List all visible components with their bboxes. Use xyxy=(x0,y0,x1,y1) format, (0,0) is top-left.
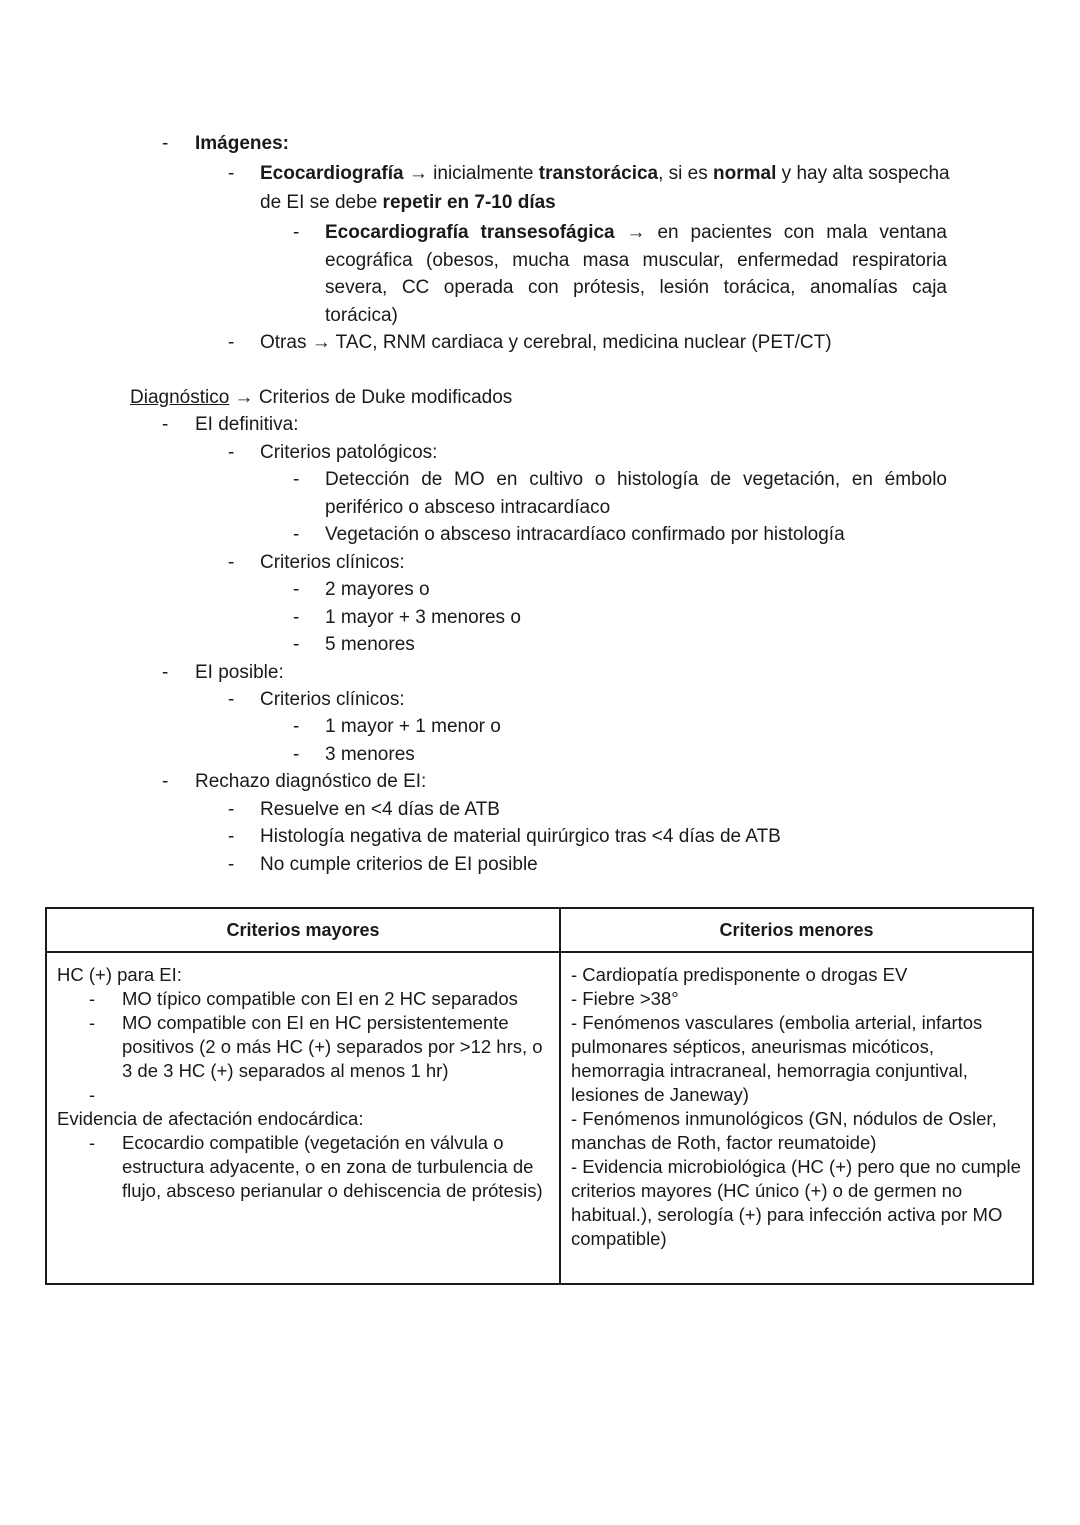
mayores-hc-item-2: - MO compatible con EI en HC persistentemente positivos (2 o más HC (+) separados por >12 hrs, o 3 de 3 HC (+) separados al menos 1 hr) xyxy=(89,1012,543,1081)
menores-item-4: - Fenómenos inmunológicos (GN, nódulos de Osler, manchas de Roth, factor reumatoide) xyxy=(571,1108,997,1153)
mayores-evidencia-heading: Evidencia de afectación endocárdica: xyxy=(57,1108,364,1129)
bullet-dash: - xyxy=(228,826,235,847)
mayores-ev-item-1: - Ecocardio compatible (vegetación en válvula o estructura adyacente, o en zona de turbulencia de flujo, absceso perianular o dehiscencia de prótesis) xyxy=(89,1132,543,1201)
bullet-dash: - xyxy=(228,442,235,463)
tee-paragraph: Ecocardiografía transesofágica → en pacientes con mala ventana ecográfica (obesos, mucha masa muscular, enfermedad respiratoria severa, CC operada con prótesis, lesión torácica, anomalías caja torácica) xyxy=(325,222,948,326)
diagnostico-heading: Diagnóstico → Criterios de Duke modificados xyxy=(130,387,513,408)
bullet-dash: - xyxy=(293,607,300,628)
rechazo-3: No cumple criterios de EI posible xyxy=(260,854,538,875)
bullet-dash: - xyxy=(293,579,300,600)
eco-line-1: Ecocardiografía → inicialmente transtorácica, si es normal y hay alta sospecha xyxy=(260,163,950,184)
def-clin-1: 2 mayores o xyxy=(325,579,430,600)
criterios-patologicos: Criterios patológicos: xyxy=(260,442,438,463)
def-clin-2: 1 mayor + 3 menores o xyxy=(325,607,521,628)
bullet-dash: - xyxy=(228,552,235,573)
bullet-dash: - xyxy=(162,771,169,792)
ei-posible: EI posible: xyxy=(195,662,284,683)
bullet-dash: - xyxy=(293,716,300,737)
rechazo-heading: Rechazo diagnóstico de EI: xyxy=(195,771,427,792)
header-menores: Criterios menores xyxy=(560,908,1033,952)
bullet-dash: - xyxy=(162,414,169,435)
bullet-dash: - xyxy=(162,662,169,683)
pat-item-1: Detección de MO en cultivo o histología de vegetación, en émbolo periférico o absceso intracardíaco xyxy=(325,469,947,518)
pat-item-2: Vegetación o absceso intracardíaco confirmado por histología xyxy=(325,524,845,545)
criteria-table xyxy=(45,907,1034,1285)
eco-line-2: de EI se debe repetir en 7-10 días xyxy=(260,192,556,213)
rechazo-1: Resuelve en <4 días de ATB xyxy=(260,799,500,820)
cell-menores xyxy=(560,952,1033,1284)
mayores-hc-heading: HC (+) para EI: xyxy=(57,964,182,985)
bullet-dash: - xyxy=(228,332,235,353)
menores-item-2: - Fiebre >38° xyxy=(571,988,679,1009)
bullet-dash: - xyxy=(228,854,235,875)
bullet-dash: - xyxy=(162,133,169,154)
cell-mayores xyxy=(46,952,560,1284)
bullet-dash: - xyxy=(293,524,300,545)
bullet-dash: - xyxy=(293,469,300,490)
bullet-dash: - xyxy=(293,634,300,655)
mayores-hc-item-1: - MO típico compatible con EI en 2 HC separados xyxy=(89,988,518,1009)
criterios-clinicos: Criterios clínicos: xyxy=(260,552,405,573)
pos-clin-1: 1 mayor + 1 menor o xyxy=(325,716,501,737)
bullet-dash: - xyxy=(228,799,235,820)
menores-item-3: - Fenómenos vasculares (embolia arterial, infartos pulmonares sépticos, aneurismas micóticos, hemorragia intracraneal, hemorragia conjuntival, lesiones de Janeway) xyxy=(571,1012,983,1105)
ei-definitiva: EI definitiva: xyxy=(195,414,299,435)
criterios-clinicos-2: Criterios clínicos: xyxy=(260,689,405,710)
bullet-dash: - xyxy=(293,222,300,243)
header-mayores: Criterios mayores xyxy=(46,908,560,952)
bullet-dash: - xyxy=(228,689,235,710)
menores-item-1: - Cardiopatía predisponente o drogas EV xyxy=(571,964,908,985)
otras-line: Otras → TAC, RNM cardiaca y cerebral, medicina nuclear (PET/CT) xyxy=(260,332,832,353)
rechazo-2: Histología negativa de material quirúrgico tras <4 días de ATB xyxy=(260,826,781,847)
bullet-dash: - xyxy=(228,163,235,184)
bullet-dash: - xyxy=(293,744,300,765)
mayores-empty-item: - xyxy=(89,1084,96,1105)
imagenes-heading: Imágenes: xyxy=(195,133,289,154)
menores-item-5: - Evidencia microbiológica (HC (+) pero que no cumple criterios mayores (HC único (+) o de germen no habitual.), serología (+) para infección activa por MO compatible) xyxy=(571,1156,1021,1249)
def-clin-3: 5 menores xyxy=(325,634,415,655)
pos-clin-2: 3 menores xyxy=(325,744,415,765)
